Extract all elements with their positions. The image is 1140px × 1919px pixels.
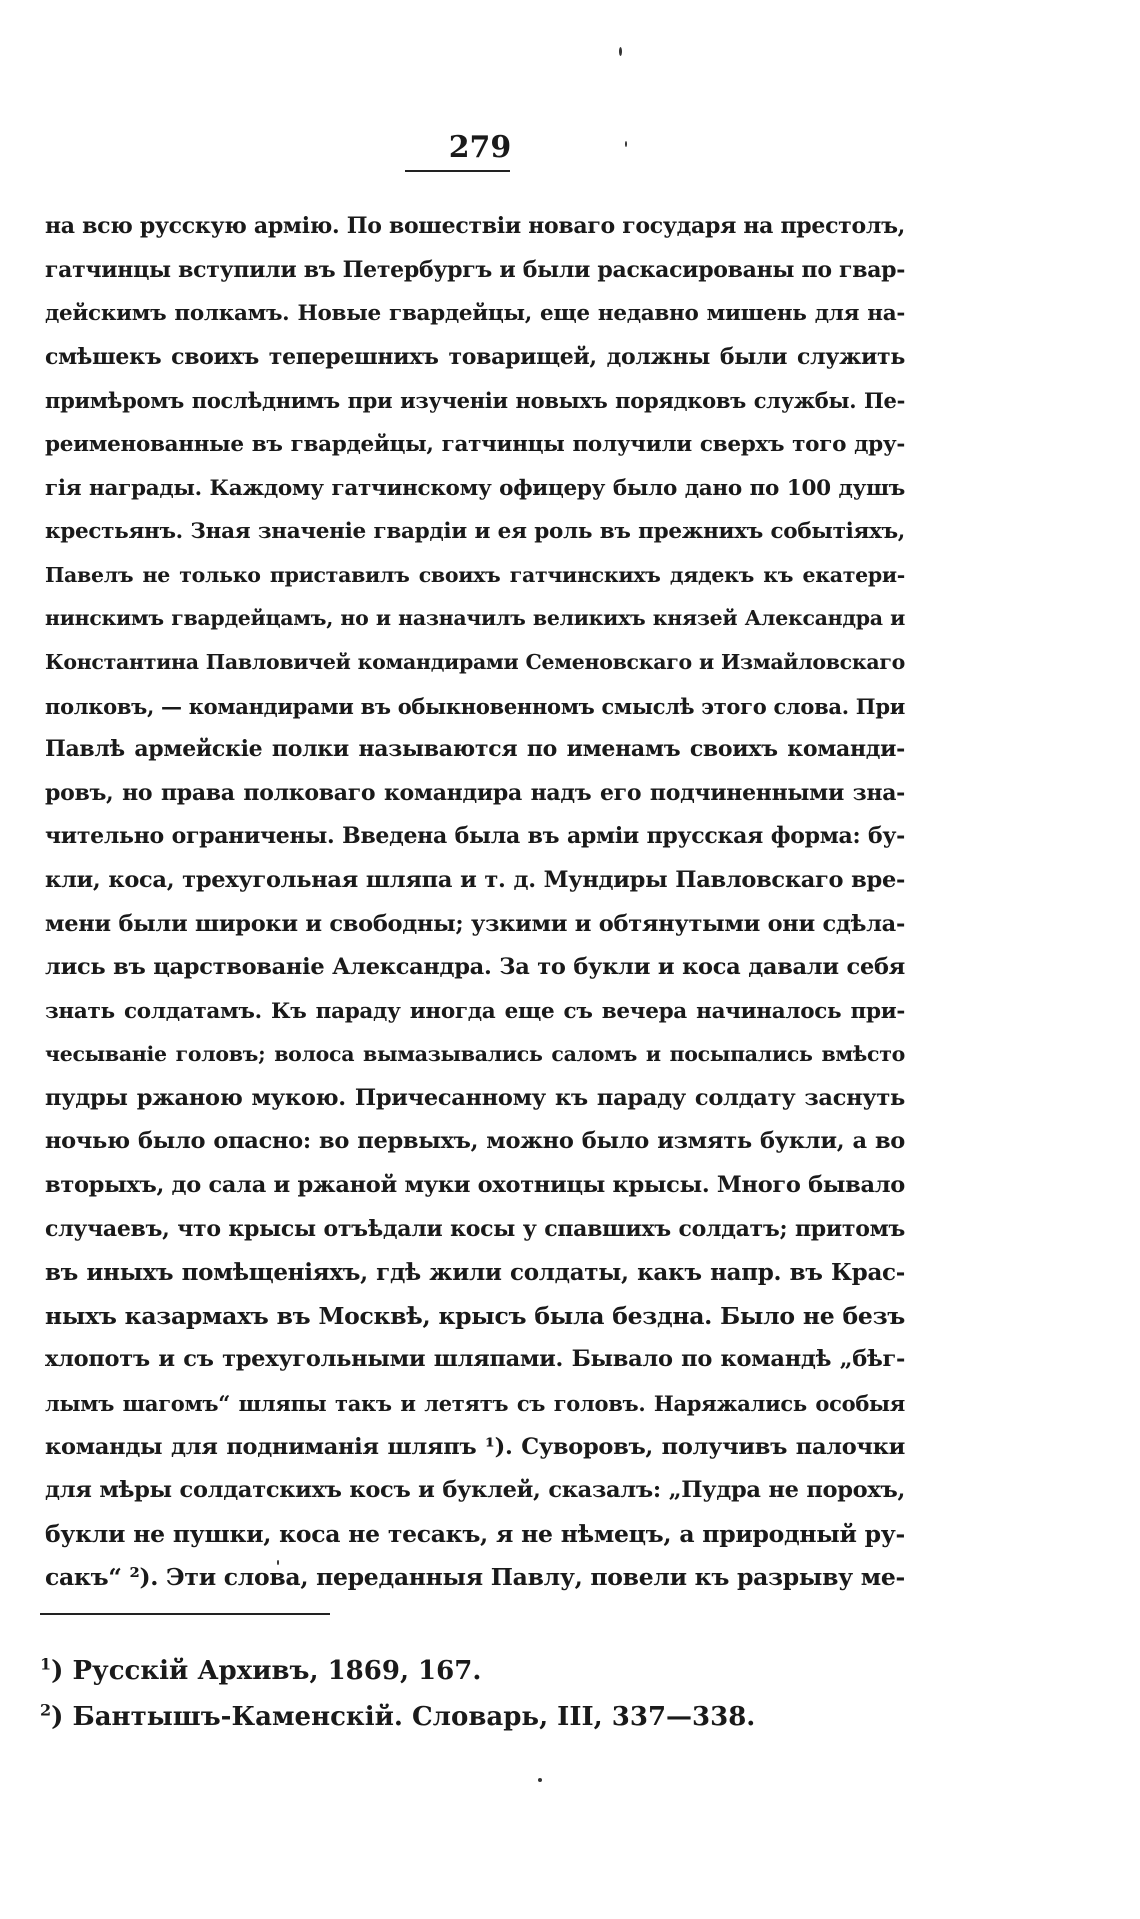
text-line: ровъ, но права полковаго командира надъ его подчиненными зна- — [45, 779, 905, 806]
text-line: на всю русскую армію. По вошествіи новаго государя на престолъ, — [45, 213, 906, 239]
text-line: Павелъ не только приставилъ своихъ гатчинскихъ дядекъ къ екатери- — [45, 562, 905, 587]
text-line: Константина Павловичей командирами Семеновскаго и Измайловскаго — [45, 649, 905, 674]
text-line: знать солдатамъ. Къ параду иногда еще съ вечера начиналось при- — [45, 998, 905, 1024]
text-line: лись въ царствованіе Александра. За то букли и коса давали себя — [45, 954, 905, 981]
page-number: 279 — [448, 130, 512, 165]
page-number-underline — [405, 170, 510, 172]
text-line: лымъ шагомъ“ шляпы такъ и летятъ съ головъ. Наряжались особыя — [45, 1391, 905, 1417]
text-line: вторыхъ, до сала и ржаной муки охотницы крысы. Много бывало — [45, 1172, 905, 1199]
text-line: Павлѣ армейскіе полки называются по именамъ своихъ команди- — [45, 736, 905, 763]
body-text — [45, 205, 905, 1600]
text-line: крестьянъ. Зная значеніе гвардіи и ея роль въ прежнихъ событіяхъ, — [45, 519, 905, 545]
text-line: въ иныхъ помѣщеніяхъ, гдѣ жили солдаты, какъ напр. въ Крас- — [45, 1259, 905, 1287]
text-line: чесываніе головъ; волоса вымазывались саломъ и посыпались вмѣсто — [45, 1042, 905, 1067]
text-line: мени были широки и свободны; узкими и обтянутыми они сдѣла- — [45, 910, 905, 937]
footnote-separator — [40, 1613, 330, 1615]
footnote-marker: 1 — [40, 1654, 52, 1674]
text-line: команды для подниманія шляпъ ¹). Суворовъ, получивъ палочки — [45, 1433, 905, 1460]
text-line: ныхъ казармахъ въ Москвѣ, крысъ была бездна. Было не безъ — [45, 1301, 905, 1330]
footnote-marker: 2 — [40, 1700, 52, 1720]
text-line: пудры ржаною мукою. Причесанному къ параду солдату заснуть — [45, 1084, 905, 1111]
print-speck — [619, 47, 622, 56]
text-line: чительно ограничены. Введена была въ арміи прусская форма: бу- — [45, 823, 905, 850]
text-line: хлопотъ и съ трехугольными шляпами. Бывало по командѣ „бѣг- — [45, 1346, 905, 1373]
text-line: дейскимъ полкамъ. Новые гвардейцы, еще недавно мишень для на- — [45, 301, 905, 327]
footnote-1 — [40, 1648, 740, 1694]
text-line: реименованные въ гвардейцы, гатчинцы получили сверхъ того дру- — [45, 431, 905, 457]
text-line: для мѣры солдатскихъ косъ и буклей, сказалъ: „Пудра не порохъ, — [45, 1477, 905, 1504]
text-line: сакъ“ ²). Эти слова, переданныя Павлу, повели къ разрыву ме- — [45, 1563, 905, 1592]
text-line: гатчинцы вступили въ Петербургъ и были раскасированы по гвар- — [45, 256, 906, 283]
text-line: букли не пушки, коса не тесакъ, я не нѣмецъ, а природный ру- — [45, 1519, 905, 1548]
footnote-text: ) Бантышъ-Каменскій. Словарь, III, 337—338. — [51, 1702, 756, 1732]
text-line: гія награды. Каждому гатчинскому офицеру было дано по 100 душъ — [45, 475, 905, 501]
text-line: смѣшекъ своихъ теперешнихъ товарищей, должны были служить — [45, 343, 905, 370]
footnotes — [40, 1648, 756, 1740]
text-line: кли, коса, трехугольная шляпа и т. д. Мундиры Павловскаго вре- — [45, 866, 905, 893]
footnote-2 — [40, 1694, 756, 1740]
text-line: полковъ, — командирами въ обыкновенномъ смыслѣ этого слова. При — [45, 693, 905, 719]
text-line: примѣромъ послѣднимъ при изученіи новыхъ порядковъ службы. Пе- — [45, 388, 905, 414]
text-line: нинскимъ гвардейцамъ, но и назначилъ великихъ князей Александра и — [45, 606, 905, 631]
print-speck — [625, 141, 627, 147]
text-line: случаевъ, что крысы отъѣдали косы у спавшихъ солдатъ; притомъ — [45, 1215, 905, 1242]
print-speck — [538, 1778, 542, 1782]
text-line: ночью было опасно: во первыхъ, можно было измять букли, а во — [45, 1128, 905, 1155]
footnote-text: ) Русскій Архивъ, 1869, 167. — [51, 1656, 482, 1686]
